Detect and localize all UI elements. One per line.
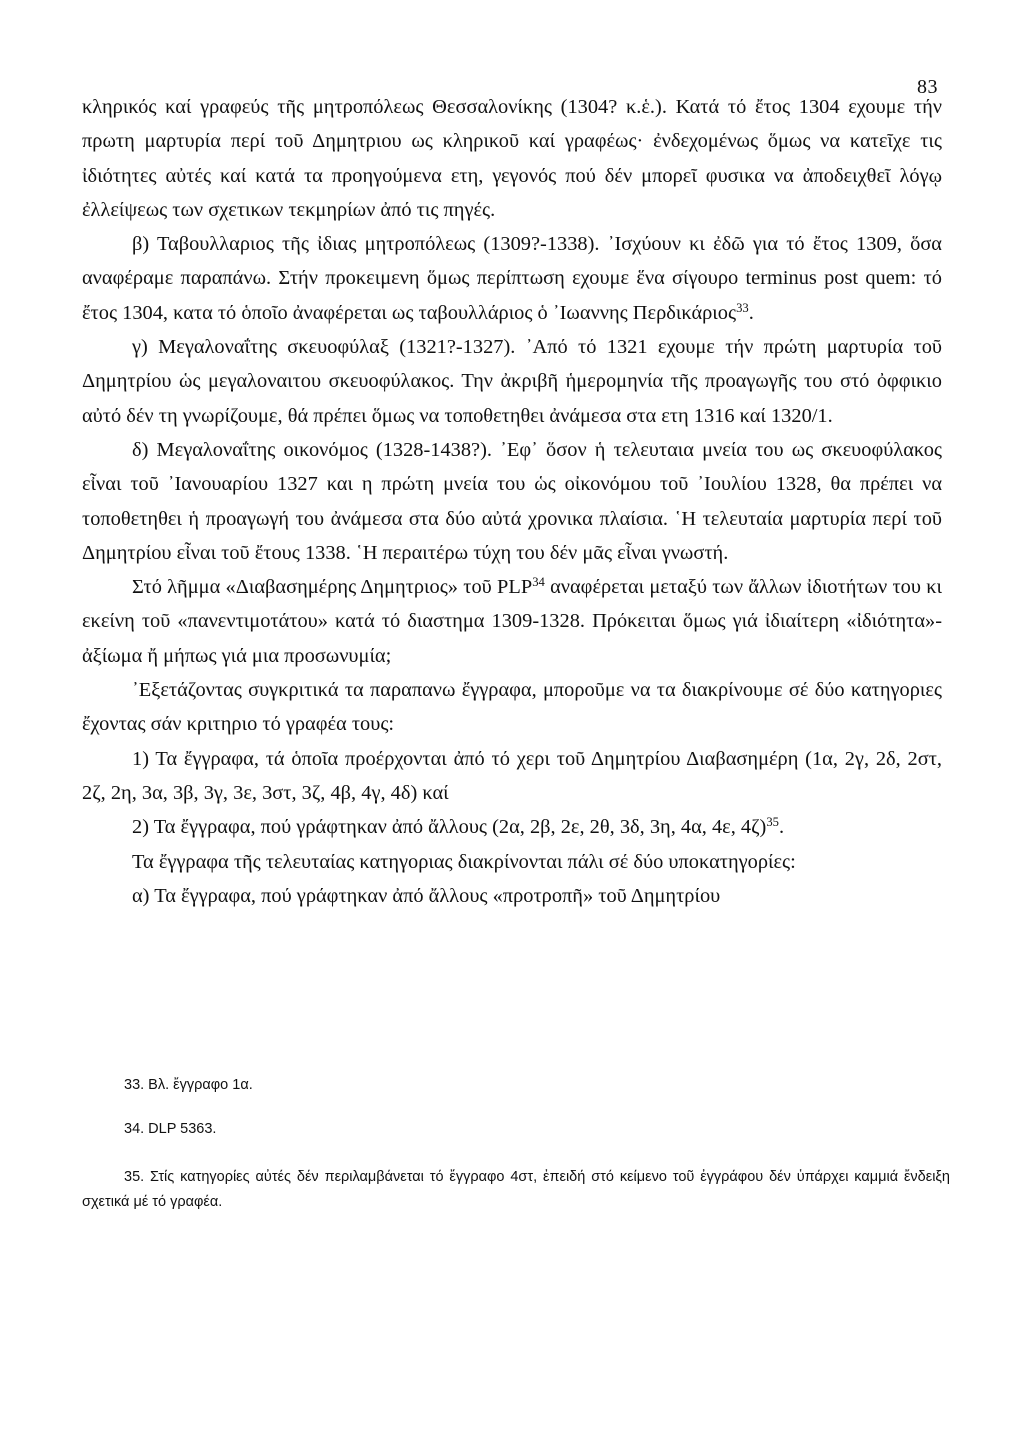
paragraph-subcategories: Τα ἔγγραφα τῆς τελευταίας κατηγοριας διακρίνονται πάλι σέ δύο υποκατηγορίες: bbox=[132, 850, 796, 873]
page-number: 83 bbox=[917, 76, 938, 98]
paragraph-oikonomos: δ) Μεγαλοναΐτης οικονόμος (1328-1438?). ᾿Εφ᾿ ὅσον ἡ τελευταια μνεία του ως σκευοφύλακος εἶναι τοῦ ᾿Ιανουαρίου 1327 και η πρώτη μνεία του ὡς οἰκονόμου τοῦ ᾿Ιουλίου 1328, θα πρέπει να τοποθετηθει ἡ προαγωγή του ἀνάμεσα στα δύο αὐτά χρονικα πλαίσια. ῾Η τελευταία μαρτυρία περί τοῦ Δημητρίου εἶναι τοῦ ἔτους 1338. ῾Η περαιτέρω τύχη του δέν μᾶς εἶναι γνωστή. bbox=[82, 438, 942, 564]
body-text bbox=[82, 90, 942, 913]
footnote-33: 33. Βλ. ἔγγραφο 1α. bbox=[124, 1077, 253, 1093]
paragraph-category-1: 1) Τα ἔγγραφα, τά ὁποῖα προέρχονται ἀπό τό χερι τοῦ Δημητρίου Διαβασημέρη (1α, 2γ, 2δ, 2στ, 2ζ, 2η, 3α, 3β, 3γ, 3ε, 3στ, 3ζ, 4β, 4γ, 4δ) καί bbox=[82, 747, 942, 804]
footnote-ref-35: 35 bbox=[766, 815, 779, 830]
paragraph-clerk-and-scribe: κληρικός καί γραφεύς τῆς μητροπόλεως Θεσσαλονίκης (1304? κ.ἑ.). Κατά τό ἔτος 1304 εχουμε τήν πρωτη μαρτυρία περί τοῦ Δημητριου ως κληρικοῦ καί γραφέως· ἐνδεχομένως ὅμως να κατεῖχε τις ἰδιότητες αὐτές καί κατά τα προηγούμενα ετη, γεγονός πού δέν μπορεῖ φυσικα να ἀποδειχθεῖ λόγῳ ἐλλείψεως των σχετικων τεκμηρίων ἀπό τις πηγές. bbox=[82, 96, 942, 221]
paragraph-tabularius: β) Ταβουλλαριος τῆς ἰδιας μητροπόλεως (1309?-1338). ᾿Ισχύουν κι ἐδῶ για τό ἔτος 1309, ὅσα αναφέραμε παραπάνω. Στήν προκειμενη ὅμως περίπτωση εχουμε ἕνα σίγουρο terminus post quem: τό ἔτος 1304, κατα τό ὁποῖο ἀναφέρεται ως ταβουλλάριος ὁ ᾿Ιωαννης Περδικάριος$^{33}$. bbox=[82, 233, 942, 324]
footnote-ref-34: 34 bbox=[532, 575, 545, 590]
paragraph-comparison: ᾿Εξετάζοντας συγκριτικά τα παραπανω ἔγγραφα, μποροῦμε να τα διακρίνουμε σέ δύο κατηγοριες ἔχοντας σάν κριτηριο τό γραφέα τους: bbox=[82, 679, 942, 736]
footnote-35: 35. Στίς κατηγορίες αὐτές δέν περιλαμβάνεται τό ἔγγραφο 4στ, ἐπειδή στό κείμενο τοῦ ἐγγράφου δέν ὑπάρχει καμμιά ἔνδειξη σχετικά μέ τό γραφέα. bbox=[82, 1169, 950, 1210]
paragraph-subcategory-a: α) Τα ἔγγραφα, πού γράφτηκαν ἀπό ἄλλους «προτροπῆ» τοῦ Δημητρίου bbox=[132, 884, 721, 907]
paragraph-plp-lemma: Στό λῆμμα «Διαβασημέρης Δημητριος» τοῦ PLP$^{34}$ αναφέρεται μεταξύ των ἄλλων ἰδιοτήτων του κι εκείνη τοῦ «πανεντιμοτάτου» κατά τό διαστημα 1309-1328. Πρόκειται ὅμως γιά ἰδιαίτερη «ἰδιότητα»-ἀξίωμα ἤ μήπως γιά μια προσωνυμία; bbox=[82, 575, 943, 667]
paragraph-skeuophylax: γ) Μεγαλοναΐτης σκευοφύλαξ (1321?-1327). ᾿Από τό 1321 εχουμε τήν πρώτη μαρτυρία τοῦ Δημητρίου ὡς μεγαλοναιτου σκευοφύλακος. Την ἀκριβῆ ἡμερομηνία τῆς προαγωγῆς του στό ὀφφικιο αὐτό δέν τη γνωρίζουμε, θά πρέπει ὅμως να τοποθετηθει ἀνάμεσα στα ετη 1316 καί 1320/1. bbox=[82, 336, 942, 427]
footnote-ref-33: 33 bbox=[736, 300, 749, 315]
paragraph-category-2: 2) Τα ἔγγραφα, πού γράφτηκαν ἀπό ἄλλους (2α, 2β, 2ε, 2θ, 3δ, 3η, 4α, 4ε, 4ζ)$^{35}$. bbox=[132, 815, 785, 839]
footnote-34: 34. DLP 5363. bbox=[124, 1121, 217, 1137]
